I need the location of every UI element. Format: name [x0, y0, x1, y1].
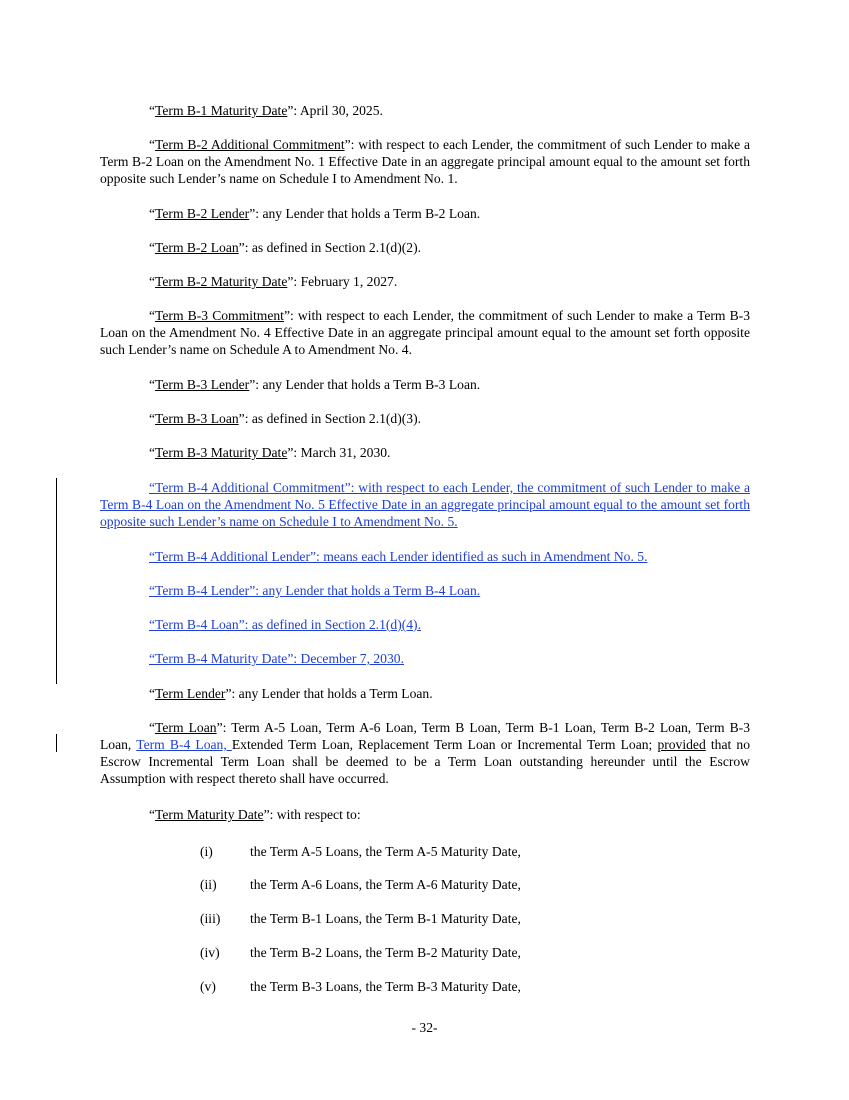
definition-term-b2-additional-commitment: “Term B-2 Additional Commitment”: with respect to each Lender, the commitment of such Lender to make a Term B-2 Loan on the Amendment No. 1 Effective Date in an aggregate principal amount equal to the amount set forth opposite such Lender’s name on Schedule I to Amendment No. 1.: [100, 137, 750, 186]
change-bar: [56, 734, 57, 752]
inserted-definition-term-b4-lender: “Term B-4 Lender”: any Lender that holds a Term B-4 Loan.: [149, 583, 481, 598]
defined-term: Term B-3 Lender: [155, 377, 250, 392]
defined-term: Term B-1 Maturity Date: [155, 103, 288, 118]
defined-term: Term B-3 Loan: [155, 411, 239, 426]
definition-term-loan: “Term Loan”: Term A-5 Loan, Term A-6 Loan, Term B Loan, Term B-1 Loan, Term B-2 Loan, Term B-3 Loan, Term B-4 Loan, Extended Term Loan, Replacement Term Loan or Incremental Term Loan; provided that no Escrow Incremental Term Loan shall be deemed to be a Term Loan outstanding hereunder until the Escrow Assumption with respect thereto shall have occurred.: [100, 720, 751, 786]
list-item-number: (iii): [200, 911, 221, 926]
list-item-text: the Term A-6 Loans, the Term A-6 Maturity Date,: [250, 877, 521, 892]
definition-text: : as defined in Section 2.1(d)(3).: [244, 411, 421, 426]
definition-text: : any Lender that holds a Term Loan.: [231, 686, 433, 701]
definition-text: : any Lender that holds a Term B-2 Loan.: [255, 206, 481, 221]
list-item-number: (iv): [200, 945, 220, 960]
definition-text: : Term A-5 Loan, Term A-6 Loan, Term B Loan, Term B-1 Loan, Term B-2 Loan, Term B-3 Loan,: [100, 720, 750, 752]
list-item-text: the Term B-2 Loans, the Term B-2 Maturity Date,: [250, 945, 521, 960]
defined-term: Term B-2 Lender: [155, 206, 250, 221]
list-item: [200, 876, 521, 893]
definition-term-b1-maturity-date: “Term B-1 Maturity Date”: April 30, 2025.: [149, 103, 383, 118]
list-item-text: the Term A-5 Loans, the Term A-5 Maturity Date,: [250, 844, 521, 859]
definition-text: : March 31, 2030.: [293, 445, 391, 460]
proviso-term: provided: [657, 737, 706, 752]
definition-text: Extended Term Loan, Replacement Term Loan or Incremental Term Loan;: [231, 737, 658, 752]
inserted-definition-term-b4-additional-lender: “Term B-4 Additional Lender”: means each Lender identified as such in Amendment No. 5.: [149, 549, 648, 564]
defined-term: Term Lender: [155, 686, 226, 701]
defined-term: Term B-2 Additional Commitment: [155, 137, 345, 152]
definition-text: : with respect to each Lender, the commitment of such Lender to make a Term B-2 Loan on the Amendment No. 1 Effective Date in an aggregate principal amount equal to the amount set forth opposite such Lender’s name on Schedule I to Amendment No. 1.: [100, 137, 750, 186]
definition-term-b3-maturity-date: “Term B-3 Maturity Date”: March 31, 2030.: [149, 445, 391, 460]
list-item-number: (ii): [200, 877, 217, 892]
page-number: - 32-: [411, 1020, 438, 1035]
list-item: [200, 978, 521, 995]
definition-text: : as defined in Section 2.1(d)(2).: [244, 240, 421, 255]
defined-term: Term Maturity Date: [155, 807, 264, 822]
list-item-number: (v): [200, 979, 216, 994]
definition-term-b3-lender: “Term B-3 Lender”: any Lender that holds a Term B-3 Loan.: [149, 377, 481, 392]
definition-term-b3-commitment: “Term B-3 Commitment”: with respect to each Lender, the commitment of such Lender to make a Term B-3 Loan on the Amendment No. 4 Effective Date in an aggregate principal amount equal to the amount set forth opposite such Lender’s name on Schedule A to Amendment No. 4.: [100, 308, 751, 357]
defined-term: Term B-2 Maturity Date: [155, 274, 288, 289]
defined-term: Term B-2 Loan: [155, 240, 239, 255]
definition-term-b3-loan: “Term B-3 Loan”: as defined in Section 2.1(d)(3).: [149, 411, 421, 426]
list-item: [200, 944, 521, 961]
inserted-definition-term-b4-loan: “Term B-4 Loan”: as defined in Section 2.1(d)(4).: [149, 617, 421, 632]
list-item: [200, 843, 521, 860]
list-item-text: the Term B-3 Loans, the Term B-3 Maturity Date,: [250, 979, 521, 994]
list-item-text: the Term B-1 Loans, the Term B-1 Maturity Date,: [250, 911, 521, 926]
definition-term-b2-lender: “Term B-2 Lender”: any Lender that holds a Term B-2 Loan.: [149, 206, 481, 221]
inserted-definition-term-b4-additional-commitment: “Term B-4 Additional Commitment”: with respect to each Lender, the commitment of such Lender to make a Term B-4 Loan on the Amendment No. 5 Effective Date in an aggregate principal amount equal to the amount set forth opposite such Lender’s name on Schedule I to Amendment No. 5.: [100, 480, 750, 529]
inserted-text: Term B-4 Loan,: [136, 737, 232, 752]
change-bar: [56, 478, 57, 684]
definition-term-b2-maturity-date: “Term B-2 Maturity Date”: February 1, 2027.: [149, 274, 398, 289]
list-item-number: (i): [200, 844, 213, 859]
definition-text: : with respect to:: [269, 807, 361, 822]
defined-term: Term B-3 Commitment: [155, 308, 284, 323]
definition-term-lender: “Term Lender”: any Lender that holds a Term Loan.: [149, 686, 433, 701]
defined-term: Term B-3 Maturity Date: [155, 445, 288, 460]
inserted-definition-term-b4-maturity-date: “Term B-4 Maturity Date”: December 7, 2030.: [149, 651, 404, 666]
definition-term-b2-loan: “Term B-2 Loan”: as defined in Section 2.1(d)(2).: [149, 240, 421, 255]
definition-text: : any Lender that holds a Term B-3 Loan.: [255, 377, 481, 392]
definition-text: : April 30, 2025.: [293, 103, 383, 118]
list-item: [200, 910, 521, 927]
defined-term: Term Loan: [155, 720, 217, 735]
definition-term-maturity-date: “Term Maturity Date”: with respect to:: [149, 807, 361, 822]
definition-text: : February 1, 2027.: [293, 274, 398, 289]
definition-text: : with respect to each Lender, the commitment of such Lender to make a Term B-3 Loan on the Amendment No. 4 Effective Date in an aggregate principal amount equal to the amount set forth opposite such Lender’s name on Schedule A to Amendment No. 4.: [100, 308, 751, 357]
definition-text: that no Escrow Incremental Term Loan shall be deemed to be a Term Loan outstanding hereunder until the Escrow Assumption with respect thereto shall have occurred.: [100, 737, 751, 786]
